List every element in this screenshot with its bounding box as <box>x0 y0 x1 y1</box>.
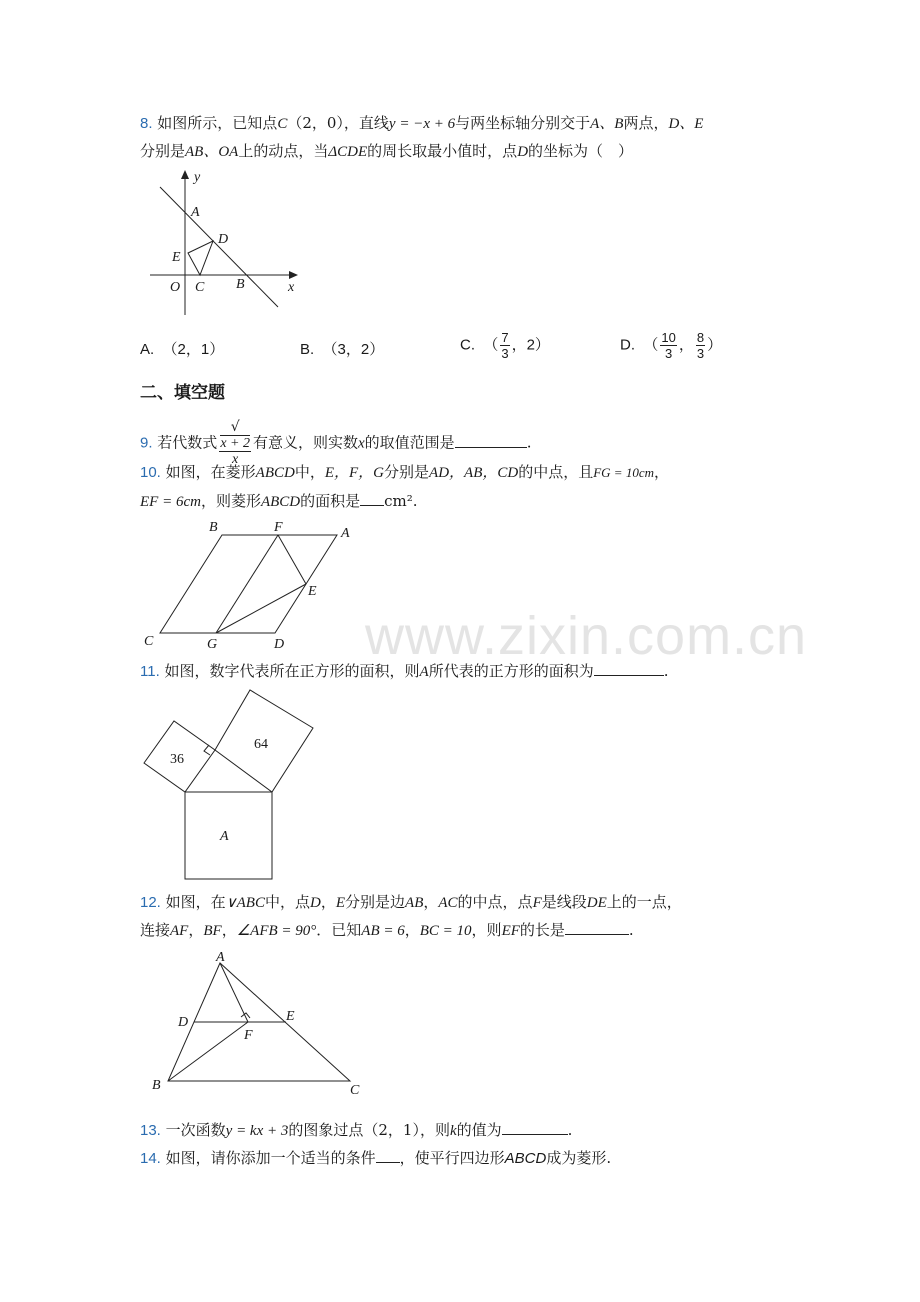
question-number: 11. <box>140 663 160 680</box>
label-G: G <box>207 637 218 652</box>
paren: ） <box>707 336 723 354</box>
question-10-line-2 <box>140 489 418 513</box>
var: E <box>335 895 346 911</box>
option-text: （2，1） <box>162 341 225 358</box>
option-C[interactable] <box>460 330 550 361</box>
label-A: A <box>220 829 229 844</box>
fraction <box>660 330 676 361</box>
text: 上的一点， <box>606 893 682 911</box>
text: 一次函数 <box>165 1121 226 1139</box>
watermark: www.zixin.com.cn <box>365 606 808 666</box>
fraction <box>219 420 251 467</box>
text: 中， <box>294 463 325 481</box>
var: A <box>419 664 429 680</box>
text: 是线段 <box>541 893 587 911</box>
text: 分别是 <box>384 463 430 481</box>
option-A[interactable] <box>140 338 224 359</box>
text: （2，0），直线 <box>287 114 389 132</box>
option-B[interactable] <box>300 338 384 359</box>
text: 的图象过点（2，1），则 <box>288 1121 450 1139</box>
text: 的中点，点 <box>457 893 533 911</box>
var: EF <box>501 923 520 939</box>
text: 有意义，则实数 <box>252 433 358 452</box>
label-A: A <box>341 526 350 541</box>
var: ABCD <box>255 465 295 481</box>
unit: cm² <box>384 492 413 510</box>
option-text: ，2） <box>511 336 550 354</box>
text: 分别是 <box>140 142 186 160</box>
text: ，使平行四边形 <box>399 1149 505 1167</box>
text: 分别是边 <box>345 893 406 911</box>
comma: ， <box>678 336 694 354</box>
label-D: D <box>178 1015 189 1030</box>
answer-blank[interactable] <box>360 489 384 506</box>
var: D <box>309 895 321 911</box>
text: 如图所示，已知点 <box>157 114 278 132</box>
label-B: B <box>152 1078 161 1093</box>
denominator: x <box>232 452 239 467</box>
text: 若代数式 <box>157 433 218 452</box>
text: . <box>526 433 532 452</box>
var: BF <box>203 923 222 939</box>
text: ，则菱形 <box>200 492 261 510</box>
fraction <box>500 330 509 361</box>
question-13 <box>140 1118 572 1142</box>
question-number: 14. <box>140 1150 161 1167</box>
label-36: 36 <box>170 752 184 767</box>
equation: FG = 10cm <box>593 465 654 480</box>
var: AF <box>170 923 189 939</box>
numerator: √ x + 2 <box>220 419 250 451</box>
equation: BC = 10 <box>419 923 472 939</box>
text: ， <box>320 893 336 911</box>
text: 如图，请你添加一个适当的条件 <box>165 1149 376 1167</box>
var: AC <box>438 895 458 911</box>
numerator: 7 <box>501 330 509 345</box>
q11-figure <box>140 688 320 884</box>
text: 的中点，且 <box>518 463 594 481</box>
option-label: B. <box>300 341 315 358</box>
label-A: A <box>216 950 225 965</box>
option-text: （3，2） <box>322 341 385 358</box>
text: ．已知 <box>316 921 362 939</box>
numerator: 10 <box>661 330 676 345</box>
numerator: 8 <box>696 330 705 345</box>
text: . <box>567 1121 573 1139</box>
question-number: 13. <box>140 1122 161 1139</box>
question-9 <box>140 420 531 467</box>
answer-blank[interactable] <box>594 659 664 676</box>
paren: （ <box>643 336 659 354</box>
label-x: x <box>288 280 295 295</box>
text: . <box>663 662 669 680</box>
question-8-line-1 <box>140 112 703 135</box>
denominator: 3 <box>501 346 509 361</box>
text: 与两坐标轴分别交于 <box>455 114 591 132</box>
label-C: C <box>195 280 205 295</box>
q12-figure <box>140 945 370 1095</box>
question-8-line-2 <box>140 140 633 163</box>
var: D、E <box>668 116 704 132</box>
paren: （ <box>483 336 499 354</box>
text: ，则 <box>471 921 502 939</box>
label-E: E <box>286 1009 295 1024</box>
text: . <box>412 492 418 510</box>
question-11 <box>140 659 669 683</box>
equation: ∠AFB = 90° <box>236 923 317 939</box>
answer-blank[interactable] <box>565 918 629 935</box>
label-y: y <box>194 170 201 185</box>
question-12-line-2 <box>140 918 634 942</box>
var: AD，AB，CD <box>429 465 519 481</box>
text: 的值为 <box>456 1121 502 1139</box>
var: x <box>358 435 365 452</box>
text: 如图，在 <box>165 893 226 911</box>
var: AB、OA <box>185 144 239 160</box>
text: . <box>628 921 634 939</box>
option-label: A. <box>140 341 155 358</box>
var: ΔCDE <box>328 144 368 160</box>
var: A、B <box>590 116 624 132</box>
equation: y = −x + 6 <box>388 116 456 132</box>
text: 所代表的正方形的面积为 <box>428 662 594 680</box>
question-number: 8. <box>140 115 153 132</box>
text: 的周长取最小值时，点 <box>367 142 518 160</box>
text: 的取值范围是 <box>364 433 455 452</box>
question-14 <box>140 1146 611 1170</box>
answer-blank[interactable] <box>502 1118 568 1135</box>
label-64: 64 <box>254 737 268 752</box>
label-E: E <box>172 250 181 265</box>
label-F: F <box>244 1028 253 1043</box>
label-O: O <box>170 280 181 295</box>
text: ， <box>423 893 439 911</box>
var: D <box>517 144 529 160</box>
equation: y = kx + 3 <box>225 1123 289 1139</box>
text: 成为菱形. <box>546 1149 612 1167</box>
var: k <box>449 1123 457 1139</box>
fraction <box>696 330 705 361</box>
text: 中，点 <box>264 893 310 911</box>
var: ABCD <box>504 1150 547 1167</box>
question-number: 9. <box>140 434 153 452</box>
text: 连接 <box>140 921 171 939</box>
text: 两点， <box>623 114 669 132</box>
answer-blank[interactable] <box>455 431 527 448</box>
var: DE <box>586 895 607 911</box>
label-D: D <box>274 637 285 652</box>
text: 上的动点，当 <box>238 142 329 160</box>
option-D[interactable] <box>620 330 722 361</box>
question-number: 10. <box>140 464 161 481</box>
var: ∨ABC <box>225 895 265 911</box>
label-D: D <box>218 232 229 247</box>
text: ， <box>221 921 237 939</box>
label-C: C <box>350 1083 360 1095</box>
var: E，F，G <box>324 465 385 481</box>
label-E: E <box>308 584 317 599</box>
text: 的长是 <box>519 921 565 939</box>
var: ABCD <box>260 494 301 510</box>
text: 如图，数字代表所在正方形的面积，则 <box>164 662 420 680</box>
section-title: 二、填空题 <box>140 383 225 403</box>
question-10-line-1 <box>140 461 669 484</box>
label-B: B <box>236 277 245 292</box>
label-A: A <box>191 205 200 220</box>
text: 如图，在菱形 <box>165 463 256 481</box>
equation: EF = 6cm <box>140 494 201 510</box>
option-label: C. <box>460 336 475 354</box>
question-12-line-1 <box>140 891 682 914</box>
label-B: B <box>209 520 218 535</box>
text: ， <box>653 463 669 481</box>
q8-figure <box>140 165 310 325</box>
label-F: F <box>274 520 283 535</box>
q10-figure <box>140 515 370 655</box>
equation: AB = 6 <box>361 923 405 939</box>
denominator: 3 <box>664 346 673 361</box>
var: C <box>277 116 288 132</box>
question-number: 12. <box>140 894 161 911</box>
text: 的面积是 <box>300 492 361 510</box>
option-label: D. <box>620 336 635 354</box>
label-C: C <box>144 634 154 649</box>
text: ， <box>404 921 420 939</box>
var: AB <box>405 895 424 911</box>
answer-blank[interactable] <box>376 1146 400 1163</box>
text: 的坐标为（ ） <box>528 142 634 160</box>
radicand: x + 2 <box>220 436 250 451</box>
var: F <box>532 895 542 911</box>
text: ， <box>188 921 204 939</box>
denominator: 3 <box>696 346 705 361</box>
